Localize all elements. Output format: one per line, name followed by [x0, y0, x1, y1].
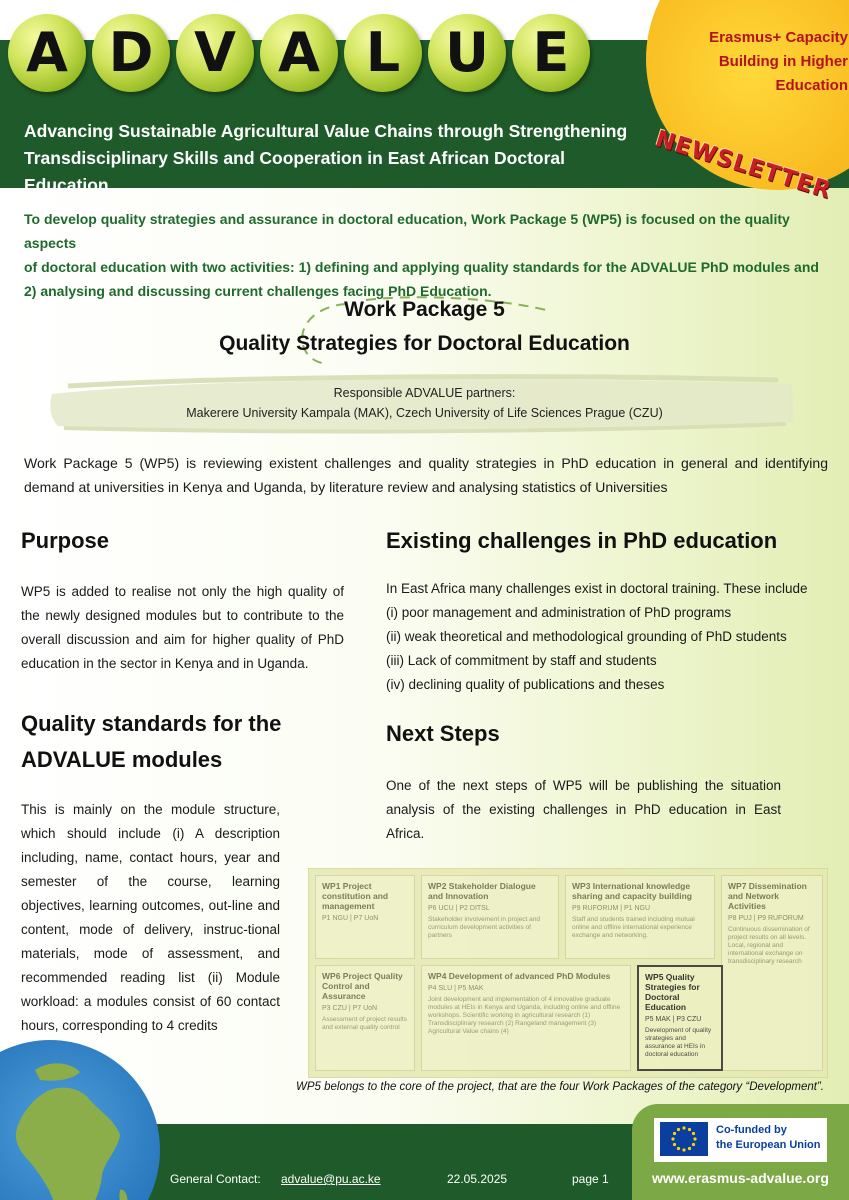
eu-flag-icon	[660, 1122, 708, 1156]
work-package-diagram	[308, 868, 828, 1078]
intro-line: To develop quality strategies and assurance in doctoral education, Work Package 5 (WP5) is focused on the quality aspects	[24, 211, 790, 251]
quality-standards-heading	[21, 706, 351, 778]
diagram-box-partners: P9 RUFORUM | P1 NGU	[572, 905, 651, 912]
work-package-title: Work Package 5	[344, 298, 505, 321]
erasmus-badge-text	[672, 26, 848, 98]
diagram-box-title: WP3 International knowledge sharing and capacity building	[572, 881, 692, 901]
eu-line: Co-funded by	[716, 1124, 787, 1136]
responsible-partners	[0, 383, 849, 423]
heading-line: ADVALUE modules	[21, 747, 223, 772]
quality-standards-text: This is mainly on the module structure, which should include (i) A description including, name, contact hours, year and semester of the course, learning objectives, learning outcomes, out-line and content, mode of delivery, instruc-tional materials, mode of assessment, and recommended reading list (ii) Module workload: a modules consist of 60 contact hours, corresponding to 4 credits	[21, 802, 280, 1033]
diagram-box-wp3	[565, 875, 715, 959]
partners-label: Responsible ADVALUE partners:	[333, 386, 516, 400]
project-subtitle	[24, 118, 654, 199]
diagram-box-wp1	[315, 875, 415, 959]
logo-letter: U	[428, 14, 506, 92]
intro-line: of doctoral education with two activities: 1) defining and applying quality standards for the ADVALUE PhD modules and	[24, 259, 819, 275]
logo-letter: E	[512, 14, 590, 92]
logo-letter: L	[344, 14, 422, 92]
work-package-subtitle: Quality Strategies for Doctoral Education	[219, 332, 630, 355]
intro-line: 2) analysing and discussing current challenges facing PhD Education.	[24, 283, 492, 299]
africa-map-icon	[0, 1040, 160, 1200]
diagram-box-text: Development of quality strategies and assurance at HEIs in doctoral education	[645, 1027, 712, 1058]
challenge-item: (i) poor management and administration of PhD programs	[386, 605, 732, 620]
diagram-box-wp7	[721, 875, 823, 1071]
diagram-box-partners: P1 NGU | P7 UoN	[322, 915, 379, 922]
diagram-box-text: Stakeholder involvement in project and curriculum development activities of partners	[428, 916, 541, 939]
eu-stars-icon	[660, 1122, 708, 1156]
purpose-heading: Purpose	[21, 528, 110, 553]
newsletter-stamp: NEWSLETTER	[652, 126, 835, 205]
diagram-box-title: WP1 Project constitution and management	[322, 881, 389, 911]
challenges-intro: In East Africa many challenges exist in doctoral training. These include	[386, 581, 808, 596]
wp5-description: Work Package 5 (WP5) is reviewing existent challenges and quality strategies in PhD education in general and identifying demand at universities in Kenya and Uganda, by literature review and analysing statistics of Universities	[24, 455, 828, 495]
challenges-list	[386, 577, 826, 697]
logo-letter: D	[92, 14, 170, 92]
contact-label: General Contact:	[170, 1172, 261, 1186]
logo-letter: A	[8, 14, 86, 92]
diagram-box-partners: P4 SLU | P5 MAK	[428, 985, 484, 992]
diagram-box-partners: P6 UCU | P2 DITSL	[428, 905, 490, 912]
challenge-item: (iv) declining quality of publications and theses	[386, 677, 665, 692]
partners-list: Makerere University Kampala (MAK), Czech University of Life Sciences Prague (CZU)	[186, 406, 663, 420]
eu-line: the European Union	[716, 1139, 821, 1151]
logo-letter: A	[260, 14, 338, 92]
subtitle-line: Transdisciplinary Skills and Cooperation in East African Doctoral Education	[24, 148, 566, 195]
heading-line: Quality standards for the	[21, 711, 282, 736]
challenges-heading: Existing challenges in PhD education	[386, 528, 778, 553]
diagram-box-text: Continuous dissemination of project results on all levels. Local, regional and international exchange on transdisciplinary research	[728, 926, 810, 965]
diagram-box-wp4	[421, 965, 631, 1071]
diagram-box-text: Staff and students trained including mutual online and offline international experience exchange and networking.	[572, 916, 695, 939]
next-steps-heading: Next Steps	[386, 721, 500, 746]
badge-line: Erasmus+ Capacity	[709, 29, 848, 46]
diagram-box-partners: P8 PUJ | P9 RUFORUM	[728, 915, 804, 922]
diagram-box-title: WP7 Dissemination and Network Activities	[728, 881, 807, 911]
purpose-text: WP5 is added to realise not only the high quality of the newly designed modules but to contribute to the overall discussion and aim for higher quality of PhD education in the sector in Kenya and in Uganda.	[21, 584, 344, 671]
diagram-box-text: Joint development and implementation of 4 innovative graduate modules at HEIs in Kenya and Uganda, including online and offline workshops. Scientific working in agricultural research (1) Transdisciplinary research (2) Rangeland management (3) Agricultural Value chains (4)	[428, 996, 621, 1035]
diagram-box-wp6	[315, 965, 415, 1071]
eu-cofunded-text	[716, 1123, 822, 1153]
diagram-caption: WP5 belongs to the core of the project, that are the four Work Packages of the category “Development”.	[296, 1081, 824, 1093]
contact-email-link[interactable]: advalue@pu.ac.ke	[281, 1172, 381, 1186]
page-number: page 1	[572, 1172, 609, 1186]
diagram-box-text: Assessment of project results and external quality control	[322, 1016, 407, 1031]
diagram-box-title: WP6 Project Quality Control and Assurance	[322, 971, 403, 1001]
website-link[interactable]: www.erasmus-advalue.org	[652, 1170, 829, 1186]
badge-line: Building in Higher	[718, 53, 848, 70]
diagram-box-wp2	[421, 875, 559, 959]
diagram-box-wp5	[637, 965, 723, 1071]
logo-letter: V	[176, 14, 254, 92]
badge-line: Education	[775, 77, 848, 94]
subtitle-line: Advancing Sustainable Agricultural Value Chains through Strengthening	[24, 121, 628, 141]
diagram-box-title: WP5 Quality Strategies for Doctoral Education	[645, 972, 700, 1012]
intro-paragraph	[24, 207, 824, 303]
globe-illustration	[0, 1040, 160, 1200]
diagram-box-partners: P5 MAK | P3 CZU	[645, 1016, 702, 1023]
diagram-box-partners: P3 CZU | P7 UoN	[322, 1005, 378, 1012]
diagram-box-title: WP2 Stakeholder Dialogue and Innovation	[428, 881, 536, 901]
challenge-item: (ii) weak theoretical and methodological grounding of PhD students	[386, 629, 787, 644]
next-steps-text: One of the next steps of WP5 will be publishing the situation analysis of the existing challenges in PhD education in East Africa.	[386, 778, 781, 841]
challenge-item: (iii) Lack of commitment by staff and students	[386, 653, 657, 668]
issue-date: 22.05.2025	[447, 1172, 508, 1186]
diagram-box-title: WP4 Development of advanced PhD Modules	[428, 971, 611, 981]
